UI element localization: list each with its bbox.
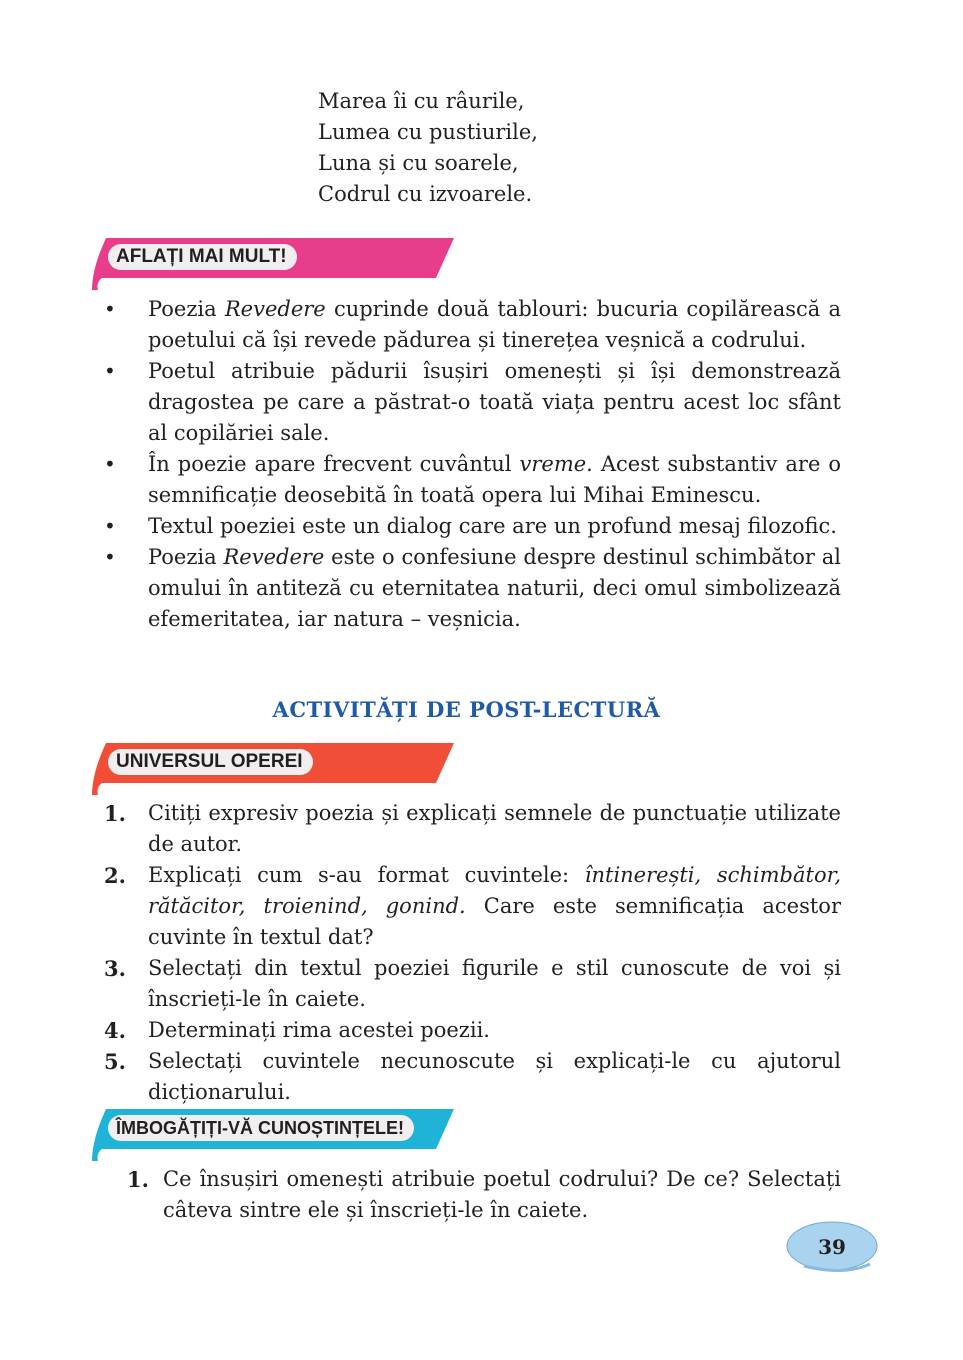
italic-term: vreme.	[519, 452, 593, 476]
text-run: Care este semnificația acestor cuvinte în textul dat?	[148, 894, 841, 949]
text-run: Poetul atribuie pădurii îsușiri omenești și își demonstrează dragostea pe care a păstrat-o toată viața pentru acest loc sfânt al copilăriei sale.	[148, 359, 841, 445]
text-run: Poezia	[148, 545, 224, 569]
list-item	[127, 1164, 841, 1226]
item-number: 2.	[104, 863, 126, 888]
text-run: Textul poeziei este un dialog care are un profund mesaj filozofic.	[148, 514, 837, 538]
text-run: Ce însușiri omenești atribuie poetul codrului? De ce? Selectați câteva sintre ele și înscrieți-le în caiete.	[163, 1167, 841, 1222]
text-run: este o confesiune despre destinul schimbător al omului în antiteză cu eternitatea naturii, deci omul simbolizează efemeritatea, iar natura – veșnicia.	[148, 545, 841, 631]
item-number: 3.	[104, 956, 126, 981]
banner-work-universe-label: UNIVERSUL OPEREI	[108, 749, 313, 775]
banner-enrich-knowledge-label: ÎMBOGĂȚIȚI-VĂ CUNOȘTINȚELE!	[108, 1115, 414, 1141]
bullet-icon: •	[104, 545, 116, 569]
list-item	[104, 356, 841, 449]
list-item	[104, 1015, 841, 1046]
italic-term: întinerești, schimbător, rătăcitor, troienind, gonind.	[148, 863, 842, 918]
enrich-task-list	[127, 1164, 841, 1226]
text-run: Poezia	[148, 297, 225, 321]
poem-stanza	[318, 86, 538, 210]
bullet-icon: •	[104, 359, 116, 383]
item-number: 4.	[104, 1018, 126, 1043]
list-item	[104, 798, 841, 860]
text-run: Acest substantiv are o semnificație deosebită în toată opera lui Mihai Eminescu.	[148, 452, 841, 507]
list-item	[104, 1046, 841, 1108]
banner-work-universe	[92, 743, 460, 795]
italic-term: Revedere	[224, 297, 326, 321]
list-item	[104, 860, 841, 953]
task-list	[104, 798, 841, 1108]
poem-line: Codrul cu izvoarele.	[318, 182, 533, 206]
list-item	[104, 953, 841, 1015]
section-title: ACTIVITĂȚI DE POST-LECTURĂ	[272, 697, 661, 722]
banner-learn-more-label: AFLAȚI MAI MULT!	[108, 244, 297, 270]
bullet-icon: •	[104, 514, 116, 538]
text-run: Selectați cuvintele necunoscute și explicați-le cu ajutorul dicționarului.	[148, 1049, 841, 1104]
bullet-icon: •	[104, 452, 116, 476]
info-bullet-list	[104, 294, 841, 635]
banner-enrich-knowledge	[92, 1109, 460, 1161]
list-item	[104, 542, 841, 635]
list-item	[104, 294, 841, 356]
banner-learn-more	[92, 238, 460, 290]
page-number-badge	[784, 1218, 884, 1278]
list-item	[104, 449, 841, 511]
text-run: Selectați din textul poeziei figurile e stil cunoscute de voi și înscrieți-le în caiete.	[148, 956, 841, 1011]
italic-term: Revedere	[223, 545, 325, 569]
item-number: 1.	[104, 801, 126, 826]
item-number: 5.	[104, 1049, 126, 1074]
text-run: Citiți expresiv poezia și explicați semnele de punctuație utilizate de autor.	[148, 801, 841, 856]
poem-line: Marea îi cu râurile,	[318, 89, 525, 113]
text-run: Determinați rima acestei poezii.	[148, 1018, 490, 1042]
poem-line: Luna și cu soarele,	[318, 151, 519, 175]
poem-line: Lumea cu pustiurile,	[318, 120, 538, 144]
text-run: cuprinde două tablouri: bucuria copilărească a poetului că își revede pădurea și tinerețea veșnică a codrului.	[148, 297, 841, 352]
item-number: 1.	[127, 1167, 149, 1192]
page-number: 39	[818, 1235, 846, 1259]
list-item	[104, 511, 841, 542]
text-run: Explicați cum s-au format cuvintele:	[148, 863, 585, 887]
bullet-icon: •	[104, 297, 116, 321]
text-run: În poezie apare frecvent cuvântul	[148, 452, 520, 476]
